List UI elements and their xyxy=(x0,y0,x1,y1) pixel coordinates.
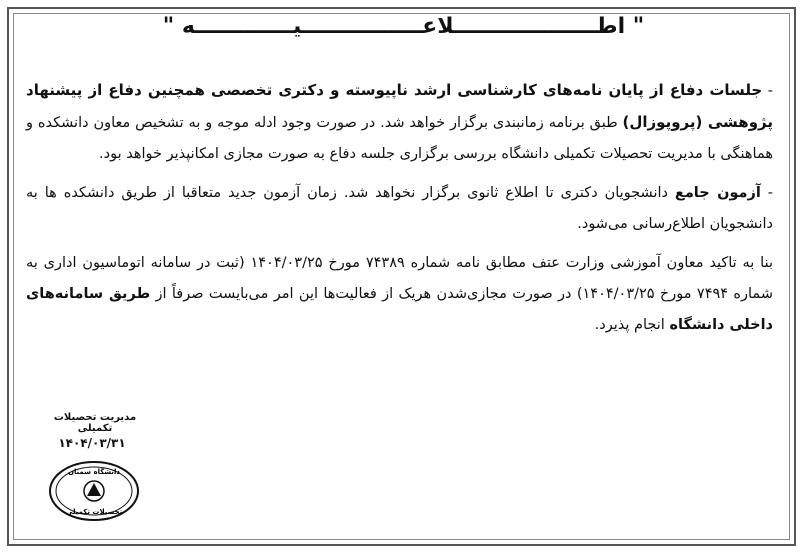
university-seal-icon xyxy=(48,460,140,522)
seal-top-text: دانشگاه سمنان xyxy=(67,468,121,476)
paragraph-bold-phrase: طریق سامانه‌های داخلی دانشگاه xyxy=(26,286,773,333)
paragraph-defense xyxy=(26,75,773,170)
paragraph-text: دانشجویان دکتری تا اطلاع ثانوی برگزار نخواهد شد. زمان آزمون جدید متعاقبا از طریق دانشکده ها به دانشجویان اطلاع‌رسانی می‌شود. xyxy=(26,185,773,232)
paragraph-text: بنا به تاکید معاون آموزشی وزارت عتف مطابق نامه شماره ۷۴۳۸۹ مورخ ۱۴۰۴/۰۳/۲۵ (ثبت در سامانه اتوماسیون اداری به شماره ۷۴۹۴ مورخ ۱۴۰۴/۰۳/۲۵) در صورت مجازی‌شدن هریک از فعالیت‌ها این امر می‌بایست صرفاً از xyxy=(26,255,774,302)
notice-body xyxy=(26,75,773,349)
paragraph-text: طبق برنامه زمانبندی برگزار خواهد شد. در صورت وجود ادله موجه و به تشخیص معاون دانشکده و هماهنگی با مدیریت تحصیلات تکمیلی دانشگاه بررسی برگزاری جلسه دفاع به صورت مجازی امکانپذیر خواهد بود. xyxy=(26,115,773,162)
paragraph-end: انجام پذیرد. xyxy=(594,317,670,333)
paragraph-comprehensive-exam xyxy=(26,178,773,240)
paragraph-lead: جلسات دفاع از پایان نامه‌های کارشناسی ارشد ناپیوسته و دکتری تخصصی همچنین دفاع از پیشنهاد پژوهشی (پروپوزال) xyxy=(26,81,773,131)
paragraph-ministry-directive xyxy=(26,248,773,341)
seal-bottom-text: تحصیلات تکمیلی xyxy=(65,508,123,516)
signature-office: مدیریت تحصیلات تکمیلی xyxy=(53,412,137,434)
paragraph-dash: - xyxy=(762,83,773,99)
notice-title: " اطـــــــــــــــــــلاعــــــــــــــــیـــــــــــــه " xyxy=(162,14,645,39)
paragraph-lead: آزمون جامع xyxy=(674,185,761,201)
paragraph-dash: - xyxy=(760,185,773,201)
issue-date: ۱۴۰۴/۰۳/۳۱ xyxy=(58,436,126,450)
